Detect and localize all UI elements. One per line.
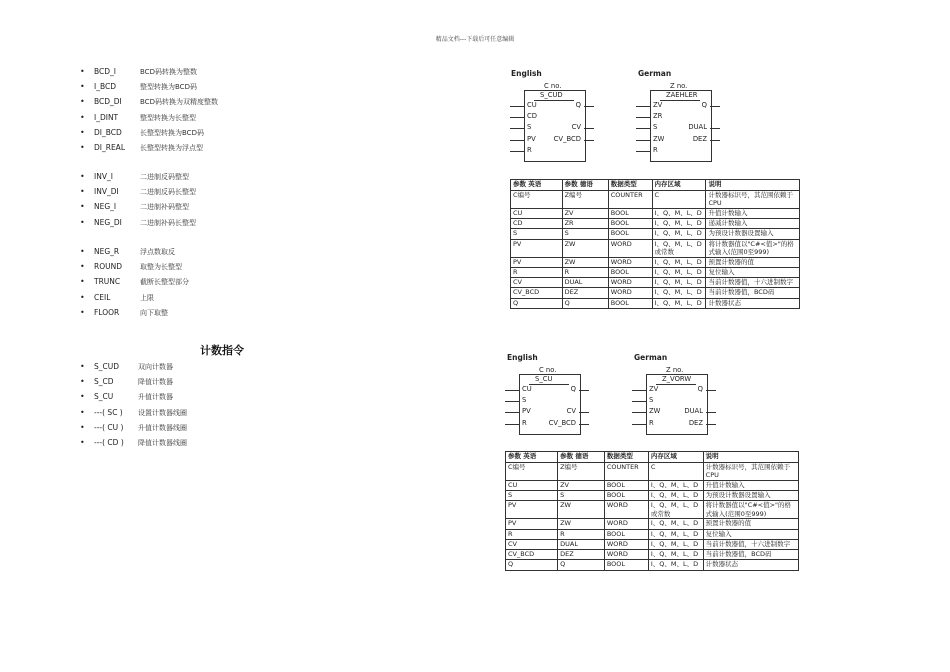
- input-pin-line: [510, 140, 524, 141]
- table-cell: PV: [511, 239, 563, 257]
- instruction-description: BCD码转换为双精度整数: [140, 98, 218, 107]
- input-pin-label: R: [522, 418, 527, 427]
- input-pin-label: R: [653, 145, 658, 154]
- table-cell: 计数器标识号，其范围依赖于CPU: [703, 463, 798, 481]
- output-pin-line: [579, 424, 589, 425]
- table-cell: I、Q、M、L、D: [652, 298, 706, 308]
- table-cell: CV_BCD: [511, 288, 563, 298]
- table-cell: CV: [506, 539, 558, 549]
- output-pin-line: [706, 412, 716, 413]
- input-pin-label: S: [653, 123, 658, 132]
- table-cell: Q: [511, 298, 563, 308]
- instruction-code: S_CD: [94, 377, 114, 387]
- table-cell: I、Q、M、L、D: [648, 491, 703, 501]
- table-cell: ZW: [562, 239, 608, 257]
- table-row: [511, 219, 800, 229]
- table-row: [506, 463, 799, 481]
- list-item: [80, 435, 187, 450]
- output-pin-line: [584, 106, 594, 107]
- table-cell: I、Q、M、L、D: [652, 229, 706, 239]
- input-pin-line: [636, 140, 650, 141]
- table-cell: WORD: [608, 257, 652, 267]
- output-pin-label: DEZ: [688, 418, 703, 427]
- input-pin-label: S: [527, 123, 532, 132]
- table-cell: C编号: [506, 463, 558, 481]
- table-cell: ZW: [562, 257, 608, 267]
- counter-section-title: 计数指令: [200, 344, 244, 357]
- table-cell: I、Q、M、L、D: [652, 208, 706, 218]
- output-pin-line: [710, 106, 720, 107]
- table-cell: 当前计数器值，十六进制数字: [703, 539, 798, 549]
- table-row: [506, 501, 799, 519]
- output-pin-line: [584, 128, 594, 129]
- table-cell: ZW: [558, 519, 605, 529]
- counter-number-label: Z no.: [666, 366, 684, 374]
- table-cell: BOOL: [608, 219, 652, 229]
- table-cell: CU: [506, 480, 558, 490]
- table-cell: WORD: [608, 278, 652, 288]
- column-header: 说明: [706, 180, 800, 191]
- instruction-code: S_CU: [94, 392, 114, 402]
- table-row: [511, 257, 800, 267]
- instruction-description: 长整型转换为BCD码: [140, 128, 204, 137]
- name-separator: [656, 384, 696, 385]
- input-pin-label: CU: [522, 385, 532, 393]
- column-header: 数据类型: [608, 180, 652, 191]
- counter-number-label: Z no.: [670, 82, 688, 90]
- block1-german-label: German: [638, 69, 672, 78]
- output-pin-line: [706, 390, 716, 391]
- table-cell: C编号: [511, 191, 563, 209]
- table-row: [506, 519, 799, 529]
- table-cell: C: [652, 191, 706, 209]
- block1-german-diagram: [636, 82, 736, 162]
- instruction-description: 降值计数器: [138, 378, 173, 387]
- output-pin-label: Q: [701, 101, 707, 109]
- instruction-description: 设置计数器线圈: [138, 408, 187, 417]
- table-cell: WORD: [604, 550, 648, 560]
- input-pin-label: S: [649, 396, 654, 405]
- list-item: [80, 169, 196, 184]
- table-cell: BOOL: [608, 229, 652, 239]
- table-cell: BOOL: [608, 208, 652, 218]
- table-cell: WORD: [604, 519, 648, 529]
- table-cell: 计数器状态: [703, 560, 798, 570]
- list-item: [80, 374, 187, 389]
- table-cell: DEZ: [562, 288, 608, 298]
- input-pin-line: [636, 106, 650, 107]
- table-cell: 当前计数器值，BCD码: [706, 288, 800, 298]
- table-cell: BOOL: [604, 491, 648, 501]
- column-header: 数据类型: [604, 452, 648, 463]
- instruction-code: NEG_I: [94, 202, 117, 212]
- table-cell: 预置计数器的值: [703, 519, 798, 529]
- table-cell: WORD: [608, 239, 652, 257]
- table-row: [506, 560, 799, 570]
- list-item: [80, 199, 196, 214]
- table-cell: I、Q、M、L、D: [648, 550, 703, 560]
- input-pin-label: ZW: [653, 134, 665, 143]
- output-pin-label: Q: [697, 385, 703, 393]
- block1-parameter-table: [510, 179, 800, 309]
- input-pin-line: [510, 117, 524, 118]
- input-pin-label: R: [527, 145, 532, 154]
- input-pin-label: CU: [527, 101, 537, 109]
- table-row: [511, 298, 800, 308]
- table-cell: I、Q、M、L、D: [652, 288, 706, 298]
- column-header: 内存区域: [648, 452, 703, 463]
- input-pin-line: [510, 128, 524, 129]
- counter-number-label: C no.: [539, 366, 557, 374]
- input-pin-line: [632, 412, 646, 413]
- column-header: 参数 英语: [511, 180, 563, 191]
- table-cell: BOOL: [608, 298, 652, 308]
- table-cell: Z编号: [558, 463, 605, 481]
- list-item: [80, 389, 187, 404]
- table-cell: Q: [562, 298, 608, 308]
- table-cell: WORD: [604, 539, 648, 549]
- table-cell: 为预设计数器设置输入: [706, 229, 800, 239]
- instruction-description: 二进制补码整型: [140, 203, 189, 212]
- table-cell: WORD: [608, 288, 652, 298]
- table-cell: 预置计数器的值: [706, 257, 800, 267]
- table-cell: R: [511, 267, 563, 277]
- block2-german-diagram: [632, 366, 732, 436]
- table-cell: S: [511, 229, 563, 239]
- table-cell: WORD: [604, 501, 648, 519]
- table-cell: 为预设计数器设置输入: [703, 491, 798, 501]
- instruction-description: 取整为长整型: [140, 263, 182, 272]
- block2-german-label: German: [634, 353, 668, 362]
- table-cell: BOOL: [604, 529, 648, 539]
- instruction-code: BCD_DI: [94, 97, 122, 107]
- counter-instruction-list: [80, 359, 187, 450]
- input-pin-line: [632, 424, 646, 425]
- table-cell: R: [562, 267, 608, 277]
- output-pin-label: DUAL: [684, 407, 703, 416]
- table-cell: I、Q、M、L、D: [652, 278, 706, 288]
- instruction-description: 二进制补码长整型: [140, 218, 196, 227]
- table-cell: 升值计数输入: [703, 480, 798, 490]
- table-cell: I、Q、M、L、D: [648, 560, 703, 570]
- input-pin-label: ZV: [649, 385, 659, 393]
- table-cell: I、Q、M、L、D: [652, 257, 706, 267]
- list-item: [80, 305, 189, 320]
- input-pin-label: CD: [527, 112, 537, 121]
- table-cell: 计数器状态: [706, 298, 800, 308]
- function-block-name: Z_VORW: [662, 375, 692, 383]
- output-pin-line: [710, 128, 720, 129]
- table-cell: 复位输入: [703, 529, 798, 539]
- table-cell: R: [558, 529, 605, 539]
- table-cell: Q: [506, 560, 558, 570]
- table-cell: PV: [511, 257, 563, 267]
- table-cell: ZW: [558, 501, 605, 519]
- instruction-code: DI_BCD: [94, 127, 122, 137]
- table-cell: PV: [506, 501, 558, 519]
- table-row: [506, 529, 799, 539]
- instruction-code: I_BCD: [94, 82, 116, 92]
- list-item: [80, 110, 218, 125]
- function-block-name: ZAEHLER: [666, 91, 698, 99]
- instruction-code: ROUND: [94, 262, 122, 272]
- instruction-code: BCD_I: [94, 67, 116, 76]
- input-pin-label: ZW: [649, 407, 661, 416]
- name-separator: [534, 100, 574, 101]
- table-cell: CU: [511, 208, 563, 218]
- input-pin-label: PV: [522, 407, 531, 416]
- input-pin-line: [632, 390, 646, 391]
- input-pin-line: [636, 117, 650, 118]
- table-cell: DUAL: [562, 278, 608, 288]
- table-row: [506, 480, 799, 490]
- input-pin-line: [505, 390, 519, 391]
- input-pin-line: [636, 151, 650, 152]
- list-item: [80, 79, 218, 94]
- table-row: [511, 191, 800, 209]
- table-cell: ZV: [562, 208, 608, 218]
- table-cell: ZV: [558, 480, 605, 490]
- instruction-description: 升值计数器线圈: [138, 423, 187, 432]
- table-cell: CV: [511, 278, 563, 288]
- output-pin-label: DUAL: [688, 123, 707, 132]
- table-cell: S: [506, 491, 558, 501]
- input-pin-label: ZV: [653, 101, 663, 109]
- instruction-description: 双向计数器: [138, 363, 173, 371]
- table-cell: I、Q、M、L、D: [652, 267, 706, 277]
- instruction-code: ---( SC ): [94, 407, 123, 417]
- instruction-code: S_CUD: [94, 362, 120, 371]
- output-pin-line: [584, 140, 594, 141]
- table-cell: 当前计数器值，BCD码: [703, 550, 798, 560]
- output-pin-label: DEZ: [692, 134, 707, 143]
- input-pin-label: ZR: [653, 112, 663, 121]
- list-item: [80, 140, 218, 155]
- output-pin-label: Q: [575, 101, 581, 109]
- table-row: [506, 550, 799, 560]
- instruction-code: FLOOR: [94, 307, 120, 317]
- name-separator: [660, 100, 700, 101]
- column-header: 说明: [703, 452, 798, 463]
- table-cell: I、Q、M、L、D或常数: [648, 501, 703, 519]
- table-cell: R: [506, 529, 558, 539]
- conversion-list-complement: [80, 169, 196, 230]
- table-cell: 复位输入: [706, 267, 800, 277]
- instruction-description: 二进制反码长整型: [140, 188, 196, 197]
- table-cell: S: [562, 229, 608, 239]
- table-cell: ZR: [562, 219, 608, 229]
- table-cell: 将计数器值以"C#<值>"的格式输入(范围0至999): [706, 239, 800, 257]
- conversion-list-bcd: [80, 64, 218, 155]
- function-block-name: S_CUD: [540, 91, 563, 99]
- table-cell: BOOL: [604, 560, 648, 570]
- list-item: [80, 64, 218, 79]
- instruction-description: 上限: [140, 293, 154, 302]
- instruction-description: BCD码转换为整数: [140, 68, 197, 76]
- table-cell: I、Q、M、L、D: [648, 519, 703, 529]
- table-cell: DUAL: [558, 539, 605, 549]
- table-row: [506, 539, 799, 549]
- table-cell: BOOL: [604, 480, 648, 490]
- list-item: [80, 290, 189, 305]
- list-item: [80, 274, 189, 289]
- name-separator: [529, 384, 569, 385]
- conversion-list-real: [80, 244, 189, 320]
- table-cell: COUNTER: [604, 463, 648, 481]
- block2-parameter-table: [505, 451, 799, 571]
- table-row: [511, 267, 800, 277]
- instruction-code: NEG_DI: [94, 217, 122, 227]
- table-cell: 升值计数输入: [706, 208, 800, 218]
- column-header: 参数 德语: [558, 452, 605, 463]
- input-pin-line: [636, 128, 650, 129]
- table-cell: 计数器标识号，其范围依赖于CPU: [706, 191, 800, 209]
- list-item: [80, 94, 218, 109]
- list-item: [80, 184, 196, 199]
- block1-english-diagram: [510, 82, 610, 162]
- list-item: [80, 405, 187, 420]
- table-cell: I、Q、M、L、D: [648, 480, 703, 490]
- table-row: [506, 491, 799, 501]
- list-item: [80, 125, 218, 140]
- table-row: [511, 229, 800, 239]
- input-pin-line: [505, 424, 519, 425]
- instruction-code: DI_REAL: [94, 142, 125, 152]
- output-pin-label: CV: [566, 407, 576, 416]
- instruction-code: NEG_R: [94, 247, 120, 256]
- table-row: [511, 239, 800, 257]
- output-pin-line: [579, 390, 589, 391]
- column-header: 参数 德语: [562, 180, 608, 191]
- table-row: [511, 288, 800, 298]
- input-pin-label: R: [649, 418, 654, 427]
- table-cell: I、Q、M、L、D: [648, 529, 703, 539]
- table-cell: 将计数器值以"C#<值>"的格式输入(范围0至999): [703, 501, 798, 519]
- list-item: [80, 420, 187, 435]
- function-block-name: S_CU: [535, 375, 553, 383]
- table-cell: CV_BCD: [506, 550, 558, 560]
- output-pin-line: [579, 412, 589, 413]
- list-item: [80, 244, 189, 259]
- instruction-description: 整型转换为BCD码: [140, 83, 197, 92]
- input-pin-line: [632, 401, 646, 402]
- instruction-description: 升值计数器: [138, 393, 173, 402]
- table-cell: PV: [506, 519, 558, 529]
- column-header: 内存区域: [652, 180, 706, 191]
- output-pin-label: Q: [570, 385, 576, 393]
- instruction-description: 截断长整型部分: [140, 278, 189, 287]
- table-cell: I、Q、M、L、D: [648, 539, 703, 549]
- instruction-description: 长整型转换为浮点型: [140, 143, 203, 152]
- input-pin-line: [505, 401, 519, 402]
- instruction-description: 整型转换为长整型: [140, 113, 196, 122]
- output-pin-label: CV_BCD: [553, 134, 581, 143]
- table-row: [511, 208, 800, 218]
- instruction-description: 浮点数取反: [140, 248, 175, 256]
- instruction-code: CEIL: [94, 292, 111, 302]
- table-cell: DEZ: [558, 550, 605, 560]
- table-cell: COUNTER: [608, 191, 652, 209]
- table-cell: 当前计数器值，十六进制数字: [706, 278, 800, 288]
- output-pin-label: CV: [571, 123, 581, 132]
- list-item: [80, 359, 187, 374]
- block2-english-diagram: [505, 366, 605, 436]
- instruction-code: INV_I: [94, 172, 113, 181]
- table-cell: BOOL: [608, 267, 652, 277]
- instruction-code: INV_DI: [94, 187, 119, 197]
- input-pin-label: PV: [527, 134, 536, 143]
- table-cell: I、Q、M、L、D: [652, 219, 706, 229]
- instruction-code: I_DINT: [94, 112, 119, 122]
- instruction-code: ---( CD ): [94, 437, 124, 447]
- output-pin-line: [706, 424, 716, 425]
- instruction-description: 二进制反码整型: [140, 173, 189, 181]
- input-pin-line: [510, 106, 524, 107]
- block2-english-label: English: [507, 353, 538, 362]
- table-cell: CD: [511, 219, 563, 229]
- output-pin-label: CV_BCD: [548, 418, 576, 427]
- input-pin-label: S: [522, 396, 527, 405]
- instruction-code: ---( CU ): [94, 422, 124, 432]
- list-item: [80, 215, 196, 230]
- table-row: [511, 278, 800, 288]
- table-cell: 递减计数输入: [706, 219, 800, 229]
- instruction-code: TRUNC: [94, 277, 121, 287]
- instruction-description: 降值计数器线圈: [138, 438, 187, 447]
- table-cell: I、Q、M、L、D或常数: [652, 239, 706, 257]
- input-pin-line: [510, 151, 524, 152]
- table-cell: S: [558, 491, 605, 501]
- list-item: [80, 259, 189, 274]
- input-pin-line: [505, 412, 519, 413]
- output-pin-line: [710, 140, 720, 141]
- table-cell: Z编号: [562, 191, 608, 209]
- page-header: 精品文档---下载后可任意编辑: [435, 36, 515, 43]
- block1-english-label: English: [511, 69, 542, 78]
- instruction-description: 向下取整: [140, 308, 168, 317]
- table-cell: C: [648, 463, 703, 481]
- counter-number-label: C no.: [544, 82, 562, 90]
- table-cell: Q: [558, 560, 605, 570]
- column-header: 参数 英语: [506, 452, 558, 463]
